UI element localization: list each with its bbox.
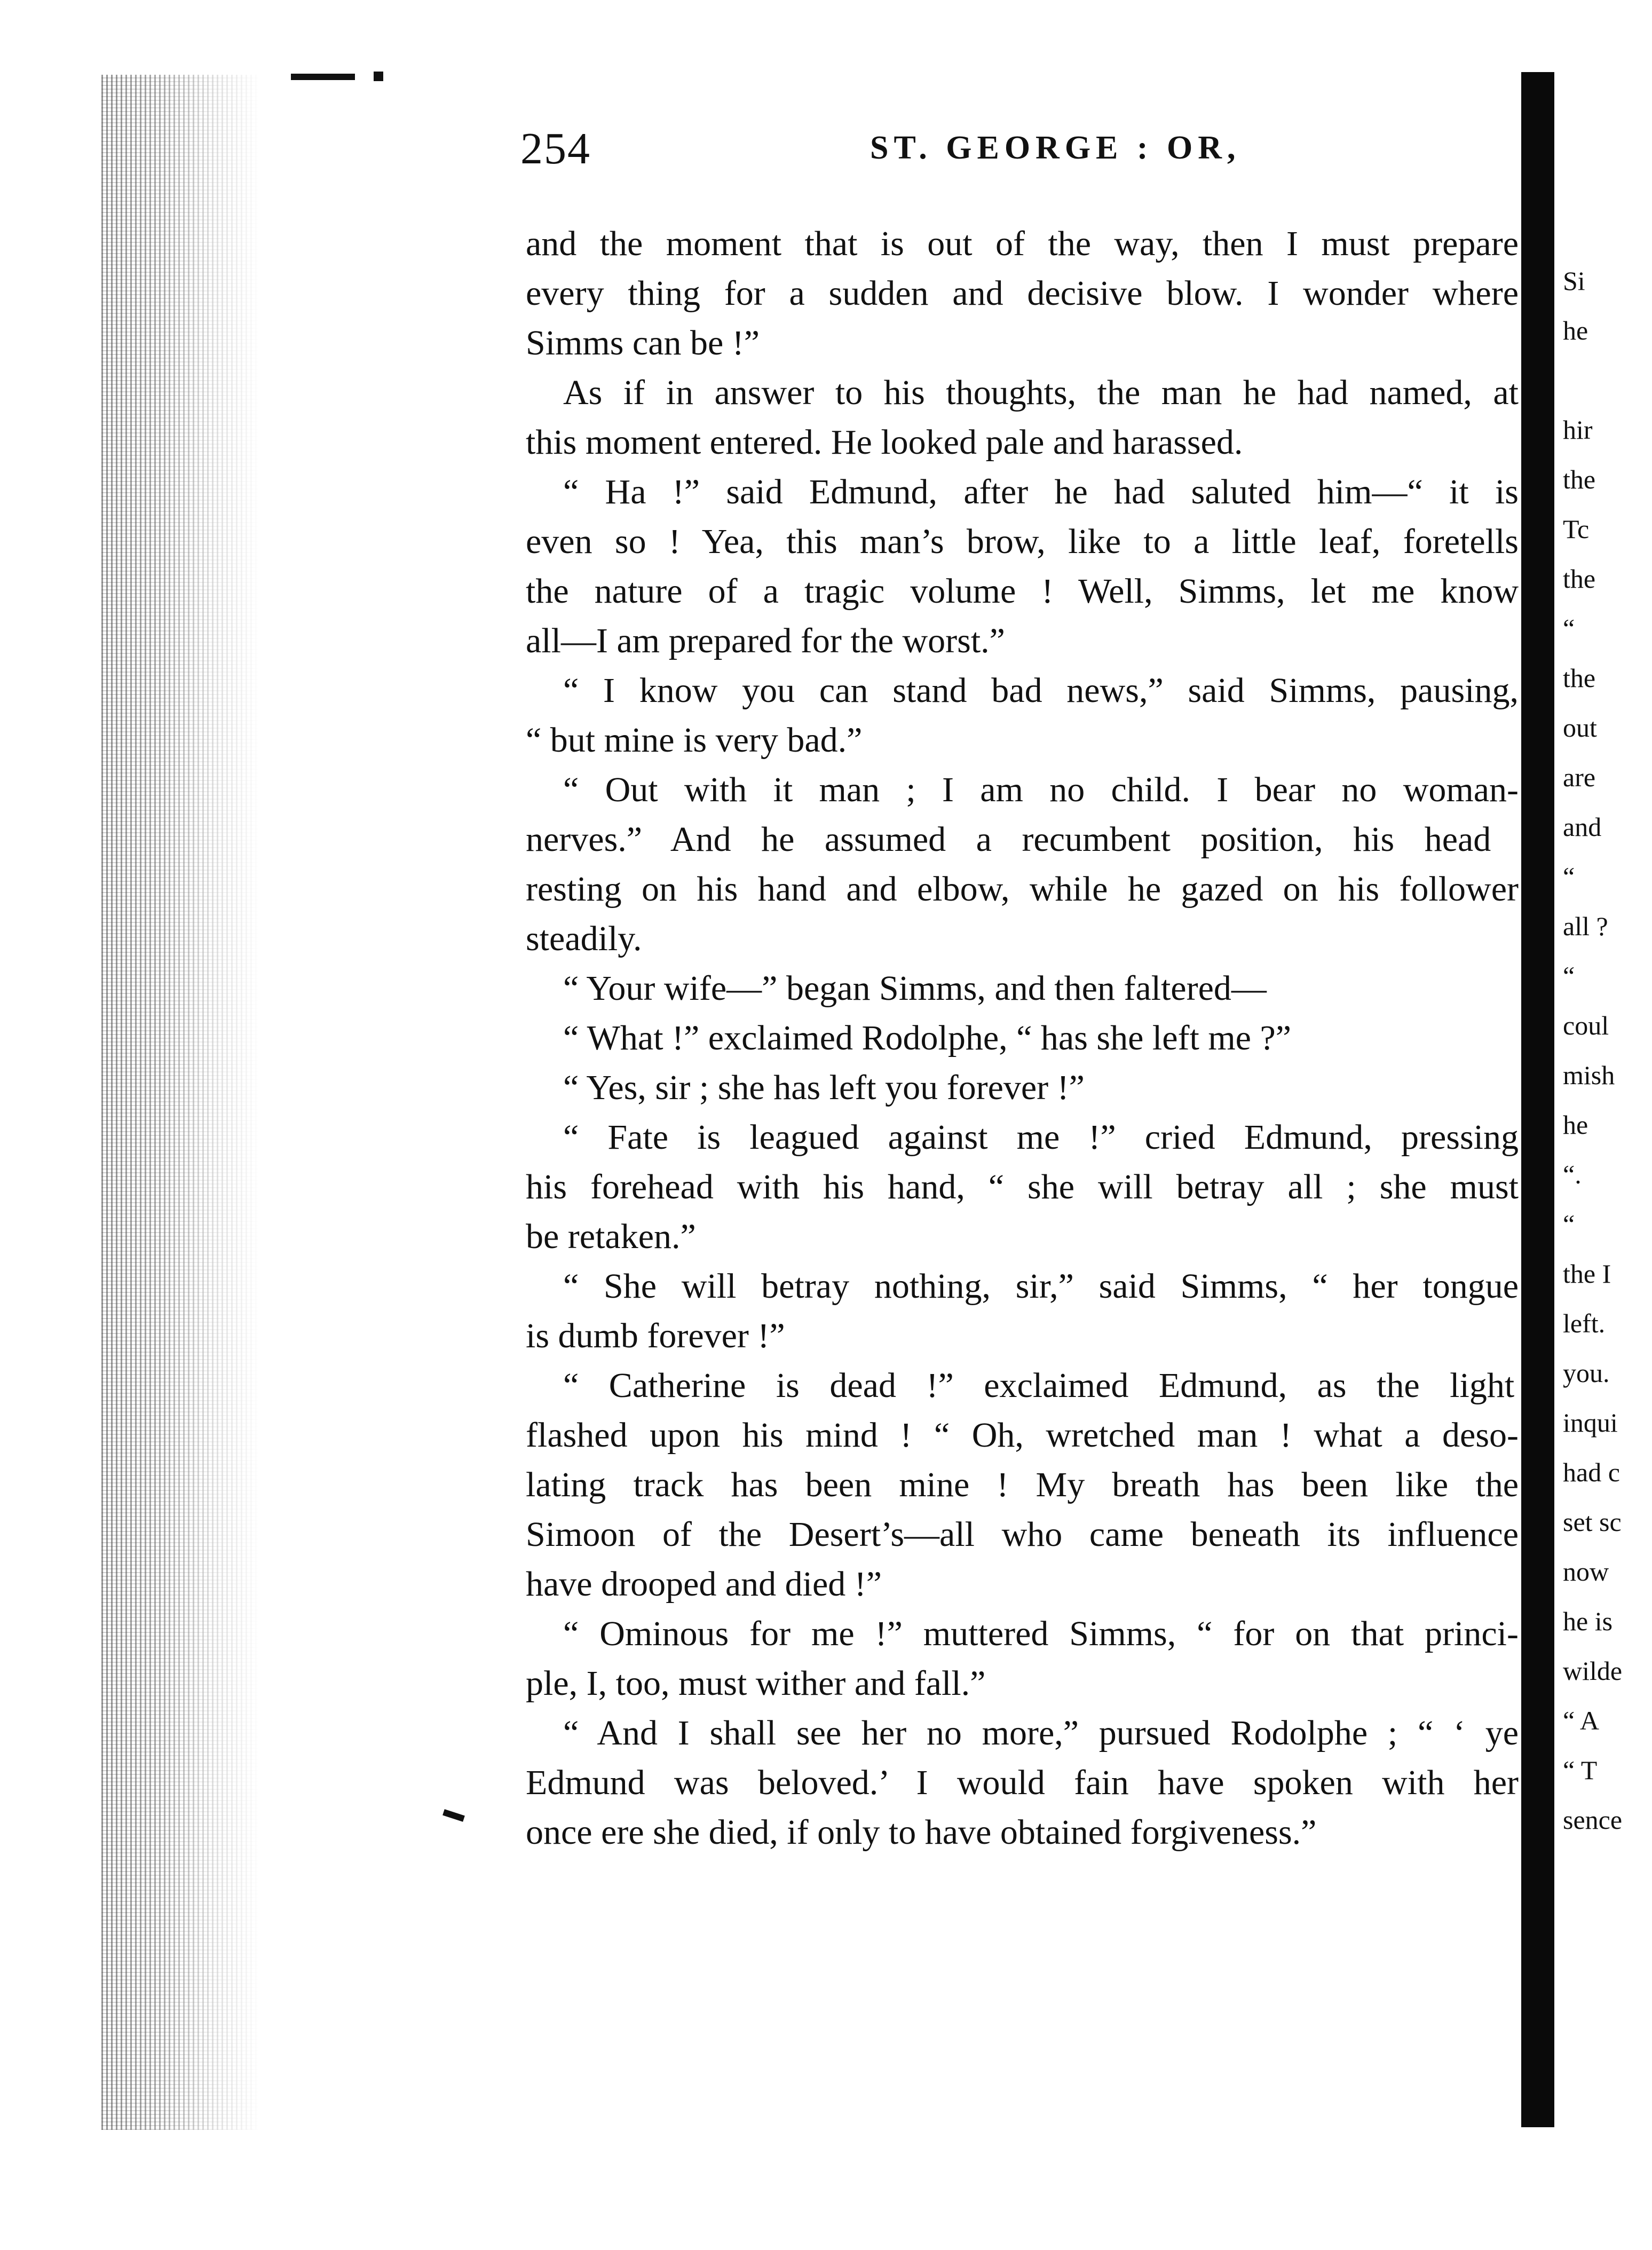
text-line: be retaken.” [526,1217,696,1256]
text-line: this moment entered. He looked pale and harassed. [526,423,1243,462]
text-line: Edmund was beloved.’ I would fain have spoken with her [526,1763,1519,1802]
adjacent-fragment: all ? [1563,911,1608,941]
scan-mark [374,72,383,81]
text-line: “ Out with it man ; I am no child. I bear no woman- [563,770,1519,809]
scan-mark [291,74,355,80]
adjacent-fragment: “. [1563,1159,1582,1189]
page-number: 254 [520,124,591,173]
text-line: “ She will betray nothing, sir,” said Simms, “ her tongue [563,1267,1519,1306]
adjacent-fragment: “ A [1563,1706,1600,1735]
adjacent-fragment: he [1563,315,1588,345]
binding-shadow [1521,72,1554,2127]
adjacent-fragment: the [1563,663,1596,693]
adjacent-fragment: out [1563,713,1597,743]
adjacent-fragment: are [1563,762,1596,792]
adjacent-fragment: left. [1563,1308,1606,1338]
text-line: flashed upon his mind ! “ Oh, wretched man ! what a deso- [526,1416,1519,1455]
adjacent-fragment: had c [1563,1457,1620,1487]
text-line: As if in answer to his thoughts, the man he had named, at [563,373,1519,412]
adjacent-fragment: mish [1563,1060,1615,1090]
adjacent-fragment [1563,356,1648,405]
text-line: Simoon of the Desert’s—all who came beneath its influence [526,1515,1519,1554]
adjacent-fragment: you. [1563,1358,1610,1388]
scan-gutter-noise [101,75,262,2130]
adjacent-fragment: the I [1563,1259,1611,1289]
text-line: have drooped and died !” [526,1565,882,1604]
text-line: “ but mine is very bad.” [526,721,863,760]
text-line: “ Fate is leagued against me !” cried Edmund, pressing [563,1118,1519,1157]
adjacent-fragment: Tc [1563,514,1590,544]
adjacent-fragment: inqui [1563,1408,1618,1438]
text-line: all—I am prepared for the worst.” [526,621,1005,660]
text-line: even so ! Yea, this man’s brow, like to a little leaf, foretells [526,522,1519,561]
text-line: Simms can be !” [526,323,760,362]
adjacent-fragment: the [1563,464,1596,494]
text-line: resting on his hand and elbow, while he gazed on his follower [526,870,1519,909]
adjacent-fragment: “ [1563,613,1575,643]
text-line: his forehead with his hand, “ she will betray all ; she must [526,1167,1519,1206]
adjacent-fragment: he is [1563,1606,1613,1636]
adjacent-fragment: Si [1563,266,1585,296]
text-line: lating track has been mine ! My breath has been like the [526,1465,1519,1504]
body-text [526,219,1519,1857]
adjacent-fragment: wilde [1563,1656,1623,1686]
scan-mark [442,1809,465,1822]
adjacent-fragment: the [1563,564,1596,594]
text-line: “ Your wife—” began Simms, and then faltered— [563,969,1267,1008]
text-line: “ Catherine is dead !” exclaimed Edmund, as the light [563,1366,1515,1405]
adjacent-fragment: hir [1563,415,1593,445]
text-line: and the moment that is out of the way, then I must prepare [526,224,1519,263]
text-line: the nature of a tragic volume ! Well, Simms, let me know [526,572,1519,611]
adjacent-fragment: “ [1563,862,1575,891]
text-line: “ Ominous for me !” muttered Simms, “ for on that princi- [563,1614,1519,1653]
text-line: “ What !” exclaimed Rodolphe, “ has she left me ?” [563,1019,1292,1057]
adjacent-fragment: “ T [1563,1755,1598,1785]
text-line: is dumb forever !” [526,1316,785,1355]
adjacent-fragment: he [1563,1110,1588,1140]
text-line: every thing for a sudden and decisive blow. I wonder where [526,274,1519,313]
running-title: ST. GEORGE : OR, [870,130,1241,166]
adjacent-fragment: “ [1563,961,1575,991]
text-line: nerves.” And he assumed a recumbent position, his head [526,820,1491,859]
running-head [520,123,1257,181]
adjacent-fragment: coul [1563,1010,1609,1040]
text-line: “ I know you can stand bad news,” said Simms, pausing, [563,671,1519,710]
adjacent-fragment: and [1563,812,1602,842]
adjacent-fragment: “ [1563,1209,1575,1239]
text-line: “ And I shall see her no more,” pursued Rodolphe ; “ ‘ ye [563,1714,1519,1752]
adjacent-page-fragments [1563,256,1648,1845]
text-line: “ Yes, sir ; she has left you forever !” [563,1068,1085,1107]
text-line: steadily. [526,919,642,958]
text-line: once ere she died, if only to have obtained forgiveness.” [526,1813,1317,1852]
text-line: “ Ha !” said Edmund, after he had saluted him—“ it is [563,472,1519,511]
adjacent-fragment: sence [1563,1805,1623,1835]
text-line: ple, I, too, must wither and fall.” [526,1664,986,1703]
adjacent-fragment: now [1563,1557,1609,1586]
adjacent-fragment: set sc [1563,1507,1622,1537]
